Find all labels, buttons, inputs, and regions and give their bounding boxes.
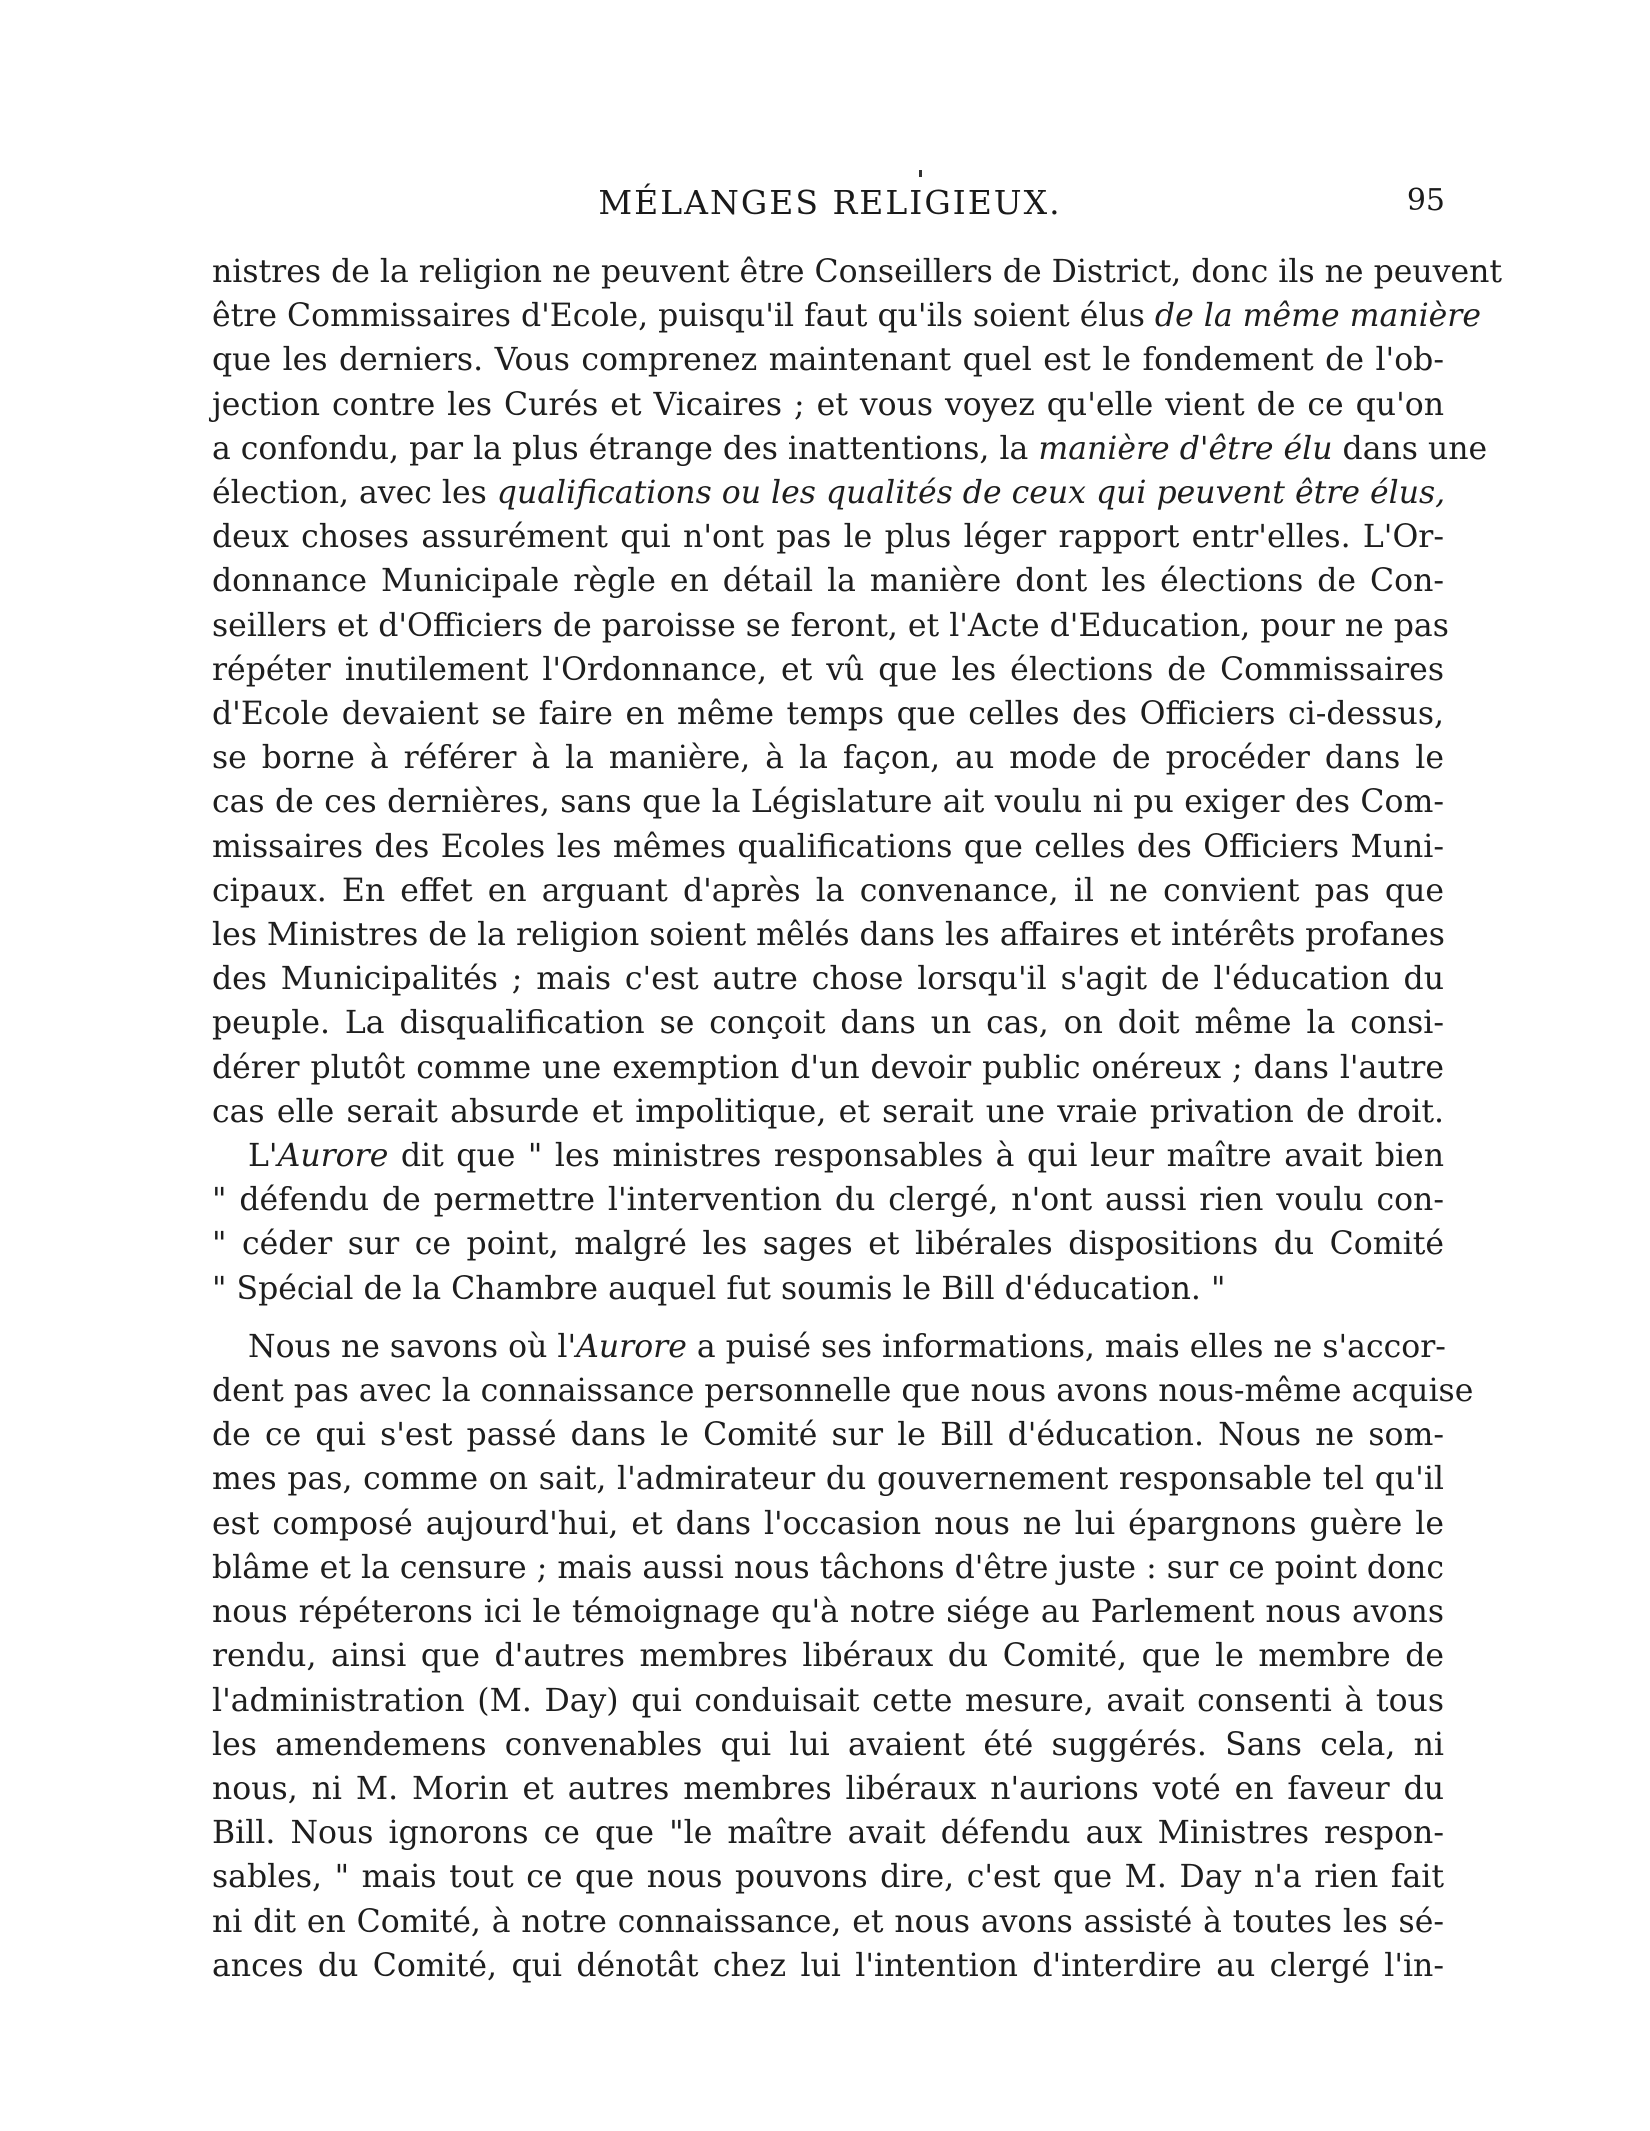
text-line: de ce qui s'est passé dans le Comité sur le Bill d'éducation. Nous ne som- (212, 1417, 1444, 1454)
text-line: est composé aujourd'hui, et dans l'occasion nous ne lui épargnons guère le (212, 1505, 1444, 1542)
text-line: dérer plutôt comme une exemption d'un devoir public onéreux ; dans l'autre (212, 1049, 1444, 1086)
text-run: être Commissaires d'Ecole, puisqu'il faut qu'ils soient élus (212, 298, 1155, 335)
text-line: les Ministres de la religion soient mêlés dans les affaires et intérêts profanes (212, 917, 1445, 954)
italic-text: Aurore (277, 1138, 389, 1175)
text-line: dent pas avec la connaissance personnelle que nous avons nous-même acquise (212, 1373, 1474, 1410)
paragraph-1 (212, 250, 1503, 1134)
text-run: Nous ne savons où l' (248, 1328, 577, 1365)
text-run: a confondu, par la plus étrange des inattentions, la (212, 430, 1039, 467)
italic-text: de la même manière (1154, 298, 1481, 335)
paragraph-gap (212, 1311, 1444, 1325)
italic-text: qualifications ou les qualités de ceux qui peuvent être élus, (496, 475, 1446, 512)
text-line: missaires des Ecoles les mêmes qualifications que celles des Officiers Muni- (212, 828, 1444, 865)
text-line: ances du Comité, qui dénotât chez lui l'intention d'interdire au clergé l'in- (212, 1947, 1444, 1984)
running-title: MÉLANGES RELIGIEUX. (598, 183, 1062, 222)
text-run: a puisé ses informations, mais elles ne s'accor- (686, 1328, 1446, 1365)
text-run: L' (248, 1138, 278, 1175)
text-line: se borne à référer à la manière, à la façon, au mode de procéder dans le (212, 740, 1444, 777)
text-line: cas elle serait absurde et impolitique, et serait une vraie privation de droit. (212, 1093, 1444, 1130)
paragraph-3 (212, 1325, 1474, 1988)
text-line: blâme et la censure ; mais aussi nous tâchons d'être juste : sur ce point donc (212, 1549, 1444, 1586)
text-line: peuple. La disqualification se conçoit dans un cas, on doit même la consi- (212, 1005, 1444, 1042)
text-line: jection contre les Curés et Vicaires ; et vous voyez qu'elle vient de ce qu'on (212, 386, 1444, 423)
text-run: dit que " les ministres responsables à qui leur maître avait bien (388, 1138, 1444, 1175)
text-line: mes pas, comme on sait, l'admirateur du gouvernement responsable tel qu'il (212, 1461, 1444, 1498)
text-line (212, 1134, 1444, 1178)
print-speck (919, 170, 922, 177)
text-line (212, 471, 1444, 515)
text-line: " Spécial de la Chambre auquel fut soumis le Bill d'éducation. " (212, 1270, 1226, 1307)
text-line: rendu, ainsi que d'autres membres libéraux du Comité, que le membre de (212, 1638, 1444, 1675)
text-run: dans une (1332, 430, 1488, 467)
page-header (215, 183, 1445, 231)
text-line: que les derniers. Vous comprenez maintenant quel est le fondement de l'ob- (212, 342, 1444, 379)
text-line: Bill. Nous ignorons ce que "le maître avait défendu aux Ministres respon- (212, 1815, 1444, 1852)
text-line: donnance Municipale règle en détail la manière dont les élections de Con- (212, 563, 1444, 600)
paragraph-2 (212, 1134, 1444, 1311)
text-line: répéter inutilement l'Ordonnance, et vû que les élections de Commissaires (212, 651, 1444, 688)
text-line: l'administration (M. Day) qui conduisait cette mesure, avait consenti à tous (212, 1682, 1444, 1719)
text-line: deux choses assurément qui n'ont pas le plus léger rapport entr'elles. L'Or- (212, 519, 1444, 556)
text-line: sables, " mais tout ce que nous pouvons dire, c'est que M. Day n'a rien fait (212, 1859, 1444, 1896)
body-text (212, 250, 1503, 1988)
text-line: d'Ecole devaient se faire en même temps que celles des Officiers ci-dessus, (212, 696, 1444, 733)
text-line: des Municipalités ; mais c'est autre chose lorsqu'il s'agit de l'éducation du (212, 961, 1444, 998)
text-line (212, 1325, 1444, 1369)
text-line: " défendu de permettre l'intervention du clergé, n'ont aussi rien voulu con- (212, 1182, 1444, 1219)
text-line: " céder sur ce point, malgré les sages et libérales dispositions du Comité (212, 1226, 1444, 1263)
italic-text: manière d'être élu (1038, 430, 1333, 467)
italic-text: Aurore (576, 1328, 687, 1365)
text-line: les amendemens convenables qui lui avaient été suggérés. Sans cela, ni (212, 1726, 1444, 1763)
text-run: élection, avec les (212, 475, 497, 512)
page-number: 95 (1406, 183, 1445, 218)
text-line: cipaux. En effet en arguant d'après la convenance, il ne convient pas que (212, 872, 1444, 909)
text-line: nous, ni M. Morin et autres membres libéraux n'aurions voté en faveur du (212, 1770, 1444, 1807)
text-line: nous répéterons ici le témoignage qu'à notre siége au Parlement nous avons (212, 1594, 1444, 1631)
text-line: ni dit en Comité, à notre connaissance, et nous avons assisté à toutes les sé- (212, 1903, 1444, 1940)
text-line: cas de ces dernières, sans que la Législature ait voulu ni pu exiger des Com- (212, 784, 1444, 821)
text-line (212, 427, 1488, 471)
text-line (212, 294, 1481, 338)
text-line: nistres de la religion ne peuvent être Conseillers de District, donc ils ne peuvent (212, 254, 1503, 290)
text-line: seillers et d'Officiers de paroisse se feront, et l'Acte d'Education, pour ne pas (212, 607, 1449, 644)
